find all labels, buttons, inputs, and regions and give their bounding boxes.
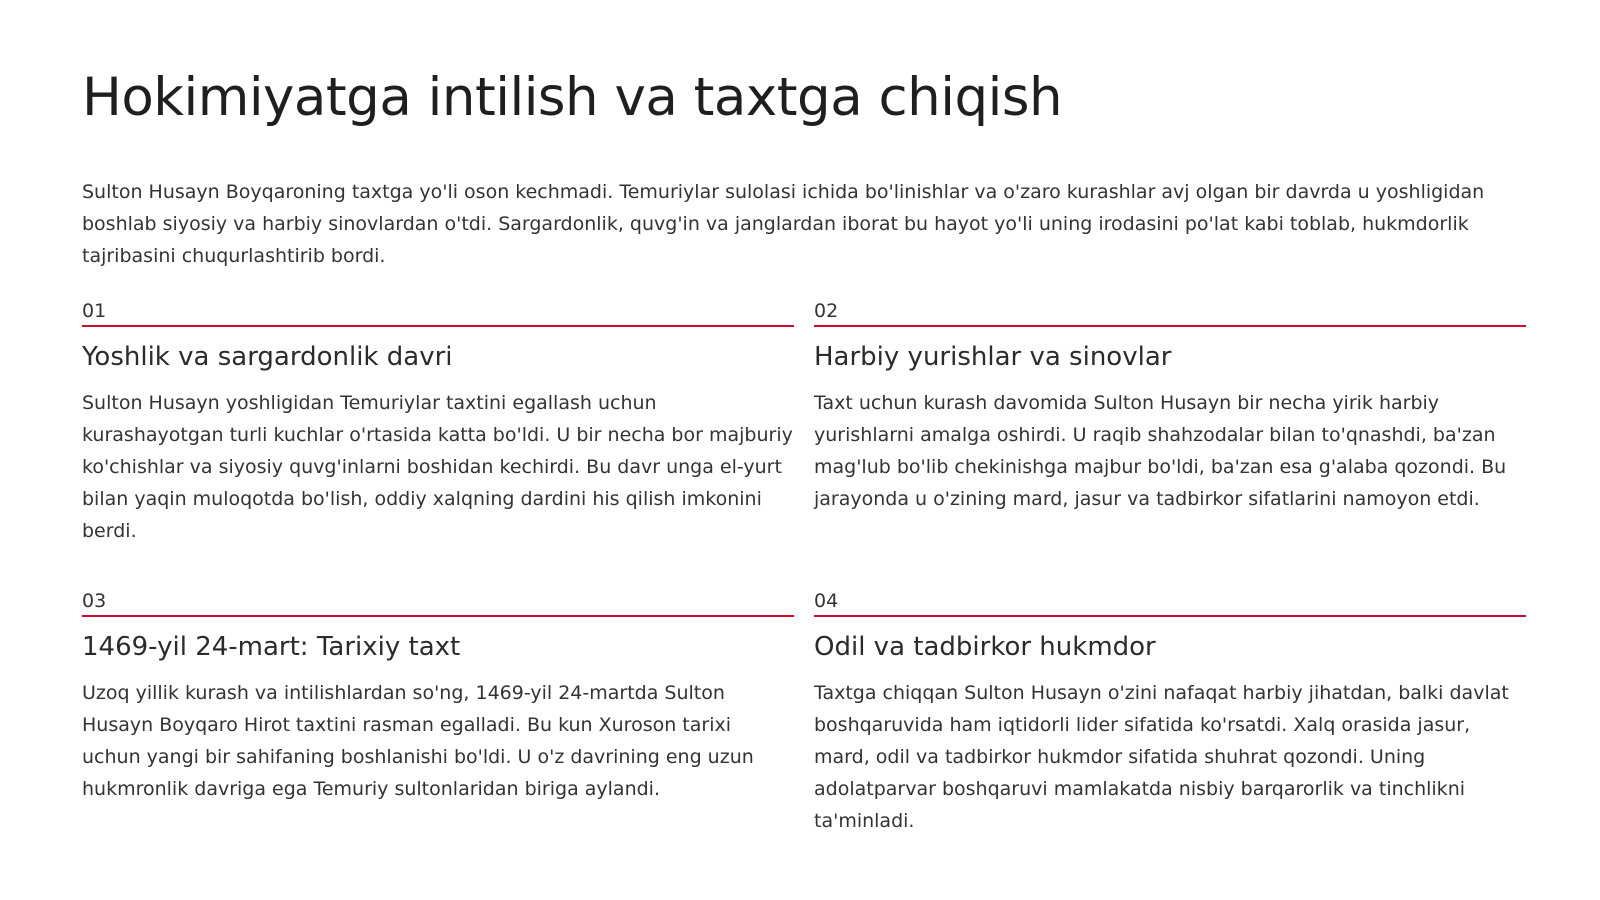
section-number: 02 xyxy=(814,298,1526,327)
section-grid xyxy=(82,298,1518,848)
section-heading: Odil va tadbirkor hukmdor xyxy=(814,632,1156,662)
section-card-1 xyxy=(82,298,794,588)
section-number: 04 xyxy=(814,588,1526,617)
section-text: Sulton Husayn yoshligidan Temuriylar taxtini egallash uchun kurashayotgan turli kuchlar o'rtasida katta bo'ldi. U bir necha bor majburiy ko'chishlar va siyosiy quvg'inlarni boshidan kechirdi. Bu davr unga el-yurt bilan yaqin muloqotda bo'lish, oddiy xalqning dardini his qilish imkonini berdi. xyxy=(82,392,793,542)
section-text: Taxt uchun kurash davomida Sulton Husayn bir necha yirik harbiy yurishlarni amalga oshirdi. U raqib shahzodalar bilan to'qnashdi, ba'zan mag'lub bo'lib chekinishga majbur bo'ldi, ba'zan esa g'alaba qozondi. Bu jarayonda u o'zining mard, jasur va tadbirkor sifatlarini namoyon etdi. xyxy=(814,392,1507,510)
section-card-3 xyxy=(82,588,794,848)
section-heading: Harbiy yurishlar va sinovlar xyxy=(814,342,1172,372)
section-text: Uzoq yillik kurash va intilishlardan so'ng, 1469-yil 24-martda Sulton Husayn Boyqaro Hirot taxtini rasman egalladi. Bu kun Xuroson tarixi uchun yangi bir sahifaning boshlanishi bo'ldi. U o'z davrining eng uzun hukmronlik davriga ega Temuriy sultonlaridan biriga aylandi. xyxy=(82,682,754,800)
section-text: Taxtga chiqqan Sulton Husayn o'zini nafaqat harbiy jihatdan, balki davlat boshqaruvida ham iqtidorli lider sifatida ko'rsatdi. Xalq orasida jasur, mard, odil va tadbirkor hukmdor sifatida shuhrat qozondi. Uning adolatparvar boshqaruvi mamlakatda nisbiy barqarorlik va tinchlikni ta'minladi. xyxy=(814,682,1509,832)
section-heading: 1469-yil 24-mart: Tarixiy taxt xyxy=(82,632,461,662)
intro-paragraph: Sulton Husayn Boyqaroning taxtga yo'li oson kechmadi. Temuriylar sulolasi ichida bo'linishlar va o'zaro kurashlar avj olgan bir davrda u yoshligidan boshlab siyosiy va harbiy sinovlardan o'tdi. Sargardonlik, quvg'in va janglardan iborat bu hayot yo'li uning irodasini po'lat kabi toblab, hukmdorlik tajribasini chuqurlashtirib bordi. xyxy=(82,181,1485,267)
page-title: Hokimiyatga intilish va taxtga chiqish xyxy=(82,67,1063,128)
section-number: 03 xyxy=(82,588,794,617)
section-number: 01 xyxy=(82,298,794,327)
section-card-4 xyxy=(814,588,1526,848)
section-heading: Yoshlik va sargardonlik davri xyxy=(82,342,453,372)
section-card-2 xyxy=(814,298,1526,588)
